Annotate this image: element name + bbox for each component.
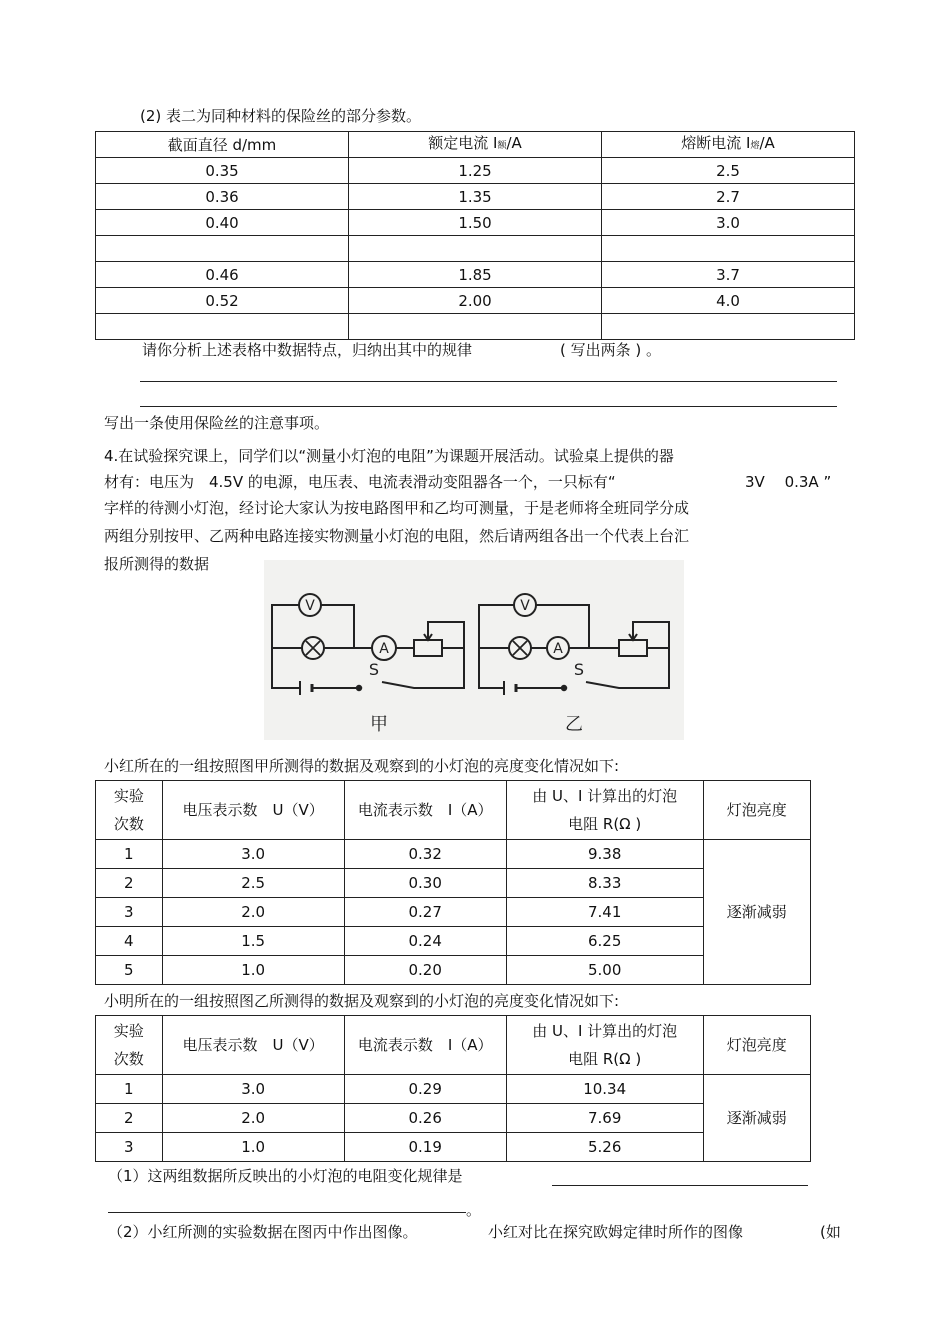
meter-v-label: V: [520, 598, 530, 614]
switch-label: S: [573, 660, 585, 679]
tableB-intro: 小明所在的一组按照图乙所测得的数据及观察到的小灯泡的亮度变化情况如下:: [104, 992, 620, 1010]
problem4-line-2: 材有：电压为 4.5V 的电源，电压表、电流表滑动变阻器各一个，一只标有“: [104, 473, 616, 491]
brightness-cell: 逐渐减弱: [703, 840, 810, 985]
problem4-line-1: 4.在试验探究课上，同学们以“测量小灯泡的电阻”为课题开展活动。试验桌上提供的器: [104, 447, 674, 465]
header-brightness: 灯泡亮度: [703, 781, 810, 840]
answer-line[interactable]: [108, 1212, 466, 1213]
header-rated-current: 额定电流 I额/A: [349, 132, 602, 158]
table-row: 0.35 1.25 2.5: [96, 158, 855, 184]
table-row: 3 2.0 0.27 7.41: [96, 898, 811, 927]
problem4-line-4: 两组分别按甲、乙两种电路连接实物测量小灯泡的电阻，然后请两组各出一个代表上台汇: [104, 527, 690, 545]
meter-v-label: V: [305, 598, 315, 614]
xiaohong-data-table: [95, 780, 811, 985]
table-row: 2 2.0 0.26 7.69: [96, 1104, 811, 1133]
header-brightness: 灯泡亮度: [703, 1016, 810, 1075]
table2-caption: (2) 表二为同种材料的保险丝的部分参数。: [140, 107, 422, 125]
question-2-tail: 小红对比在探究欧姆定律时所作的图像: [488, 1223, 744, 1241]
header-resistance: 由 U、I 计算出的灯泡 电阻 R(Ω ): [506, 781, 703, 840]
brightness-cell: 逐渐减弱: [703, 1075, 810, 1162]
table-row-empty: [96, 314, 855, 340]
diagram-label-jia: 甲: [370, 714, 388, 735]
answer-line[interactable]: [140, 406, 837, 407]
answer-line[interactable]: [140, 381, 837, 382]
tableA-intro: 小红所在的一组按照图甲所测得的数据及观察到的小灯泡的亮度变化情况如下:: [104, 757, 620, 775]
question-2: （2）小红所测的实验数据在图丙中作出图像。: [108, 1223, 418, 1241]
table-header-row: [96, 132, 855, 158]
table-row: 1 3.0 0.32 9.38 逐渐减弱: [96, 840, 811, 869]
circuit-diagrams: [264, 560, 684, 740]
table-row: 0.36 1.35 2.7: [96, 184, 855, 210]
problem4-line-3: 字样的待测小灯泡，经讨论大家认为按电路图甲和乙均可测量，于是老师将全班同学分成: [104, 499, 690, 517]
analyze-question-hint: ( 写出两条 ) 。: [560, 341, 662, 359]
table-row-empty: [96, 236, 855, 262]
header-trial: 实验 次数: [96, 1016, 163, 1075]
fuse-note-question: 写出一条使用保险丝的注意事项。: [104, 414, 330, 432]
table-row: 0.52 2.00 4.0: [96, 288, 855, 314]
table-header-row: [96, 781, 811, 840]
xiaoming-data-table: [95, 1015, 811, 1162]
fuse-parameter-table: [95, 131, 855, 340]
header-resistance: 由 U、I 计算出的灯泡 电阻 R(Ω ): [506, 1016, 703, 1075]
header-fuse-current: 熔断电流 I熔/A: [602, 132, 855, 158]
question-2-paren: (如: [820, 1223, 841, 1241]
meter-a-label: A: [379, 641, 389, 657]
diagram-label-yi: 乙: [565, 714, 583, 735]
answer-line[interactable]: [552, 1185, 808, 1186]
table-row: 2 2.5 0.30 8.33: [96, 869, 811, 898]
table-row: 3 1.0 0.19 5.26: [96, 1133, 811, 1162]
bulb-rating: 3V 0.3A ”: [745, 473, 832, 491]
header-trial: 实验 次数: [96, 781, 163, 840]
table-row: 0.40 1.50 3.0: [96, 210, 855, 236]
table-row: 5 1.0 0.20 5.00: [96, 956, 811, 985]
header-voltage: 电压表示数 U（V）: [162, 781, 344, 840]
table-row: 4 1.5 0.24 6.25: [96, 927, 811, 956]
problem4-line-5: 报所测得的数据: [104, 555, 210, 573]
switch-label: S: [368, 660, 380, 679]
header-diameter: 截面直径 d/mm: [96, 132, 349, 158]
header-current: 电流表示数 I（A）: [344, 1016, 506, 1075]
table-header-row: [96, 1016, 811, 1075]
table-row: 1 3.0 0.29 10.34 逐渐减弱: [96, 1075, 811, 1104]
header-current: 电流表示数 I（A）: [344, 781, 506, 840]
meter-a-label: A: [553, 641, 563, 657]
table-row: 0.46 1.85 3.7: [96, 262, 855, 288]
analyze-question: 请你分析上述表格中数据特点，归纳出其中的规律: [142, 341, 473, 359]
question-1: （1）这两组数据所反映出的小灯泡的电阻变化规律是: [108, 1167, 463, 1185]
header-voltage: 电压表示数 U（V）: [162, 1016, 344, 1075]
question-1-end: 。: [466, 1201, 482, 1219]
